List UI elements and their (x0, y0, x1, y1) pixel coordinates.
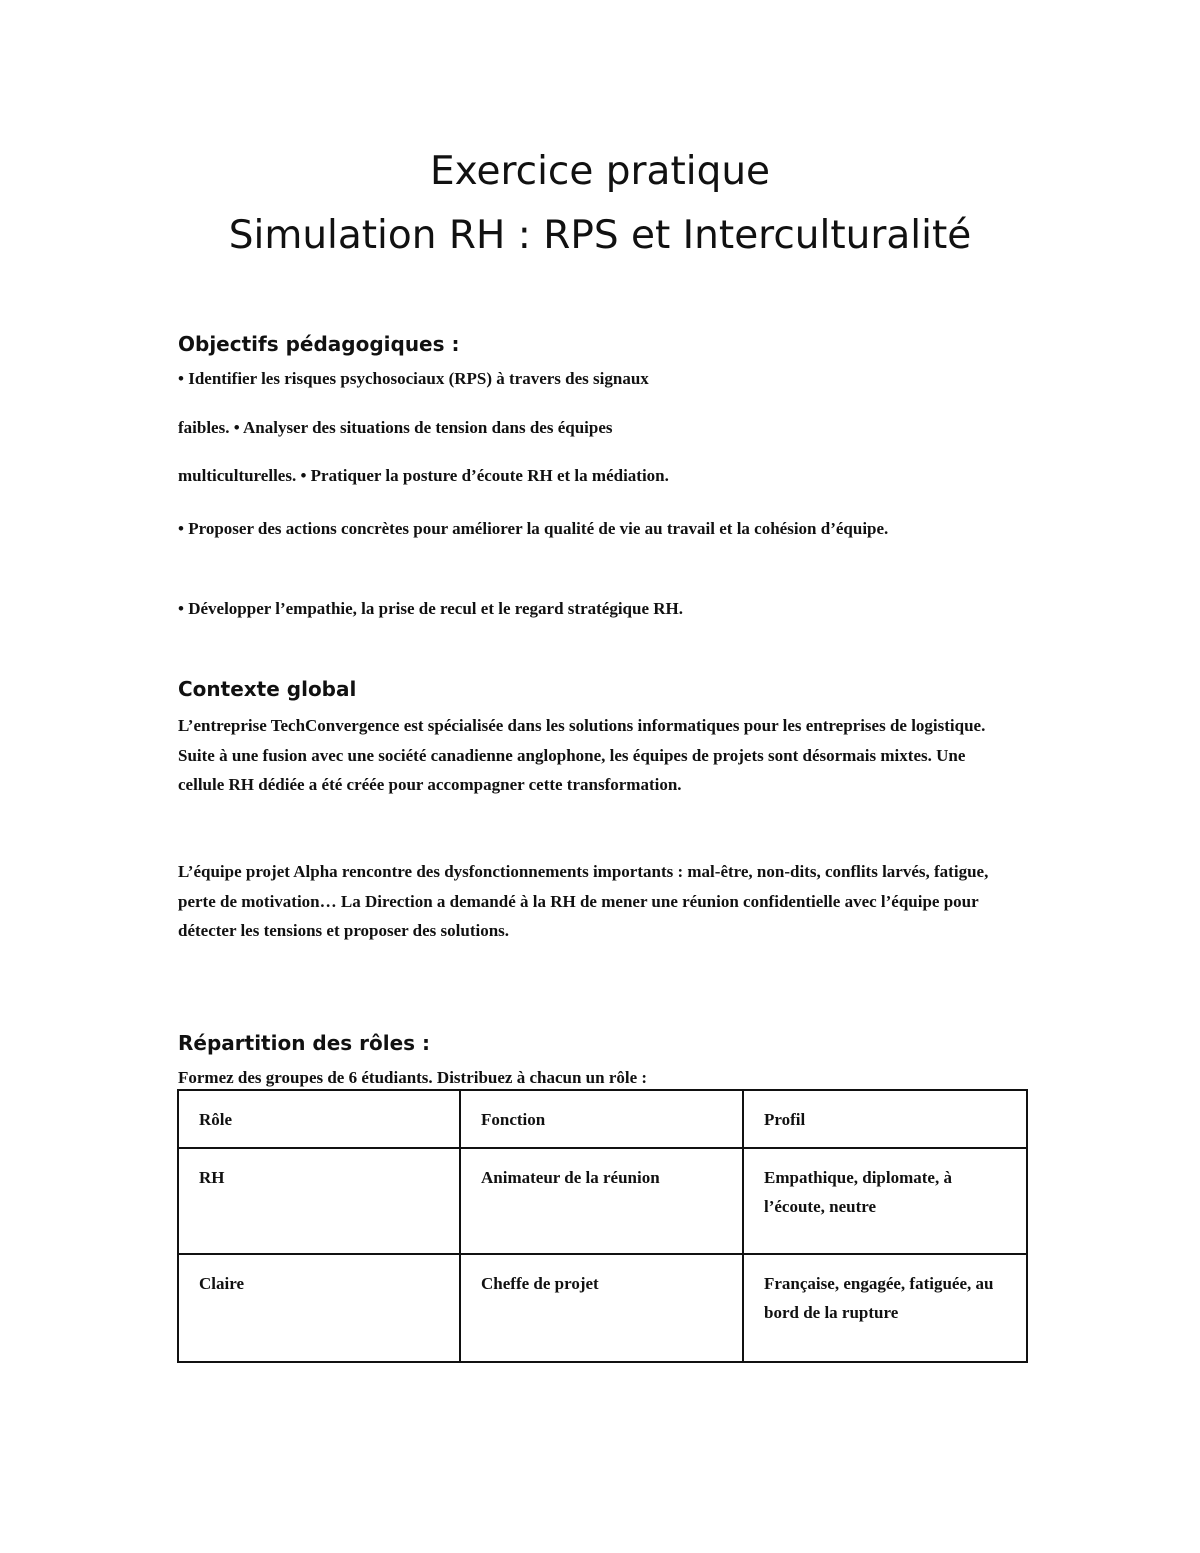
objectifs-heading: Objectifs pédagogiques : (178, 332, 460, 356)
roles-intro: Formez des groupes de 6 étudiants. Distribuez à chacun un rôle : (178, 1068, 648, 1087)
table-cell: Française, engagée, fatiguée, au bord de la rupture (743, 1254, 1027, 1362)
objectifs-line-2: faibles. • Analyser des situations de tension dans des équipes (178, 418, 613, 437)
table-cell: RH (178, 1148, 460, 1254)
table-cell: Cheffe de projet (460, 1254, 743, 1362)
table-cell: Claire (178, 1254, 460, 1362)
table-header-row (178, 1090, 1027, 1148)
contexte-heading: Contexte global (178, 677, 357, 701)
objectifs-item-4: • Proposer des actions concrètes pour améliorer la qualité de vie au travail et la cohésion d’équipe. (178, 519, 889, 538)
table-header-cell: Rôle (178, 1090, 460, 1148)
roles-heading: Répartition des rôles : (178, 1031, 431, 1055)
contexte-paragraph-1: L’entreprise TechConvergence est spécialisée dans les solutions informatiques pour les entreprises de logistique. Suite à une fusion avec une société canadienne anglophone, les équipes de projets sont désormais mixtes. Une cellule RH dédiée a été créée pour accompagner cette transformation. (178, 716, 986, 794)
table-cell: Empathique, diplomate, à l’écoute, neutre (743, 1148, 1027, 1254)
contexte-paragraph-2: L’équipe projet Alpha rencontre des dysfonctionnements importants : mal-être, non-dits, conflits larvés, fatigue, perte de motivation… La Direction a demandé à la RH de mener une réunion confidentielle avec l’équipe pour détecter les tensions et proposer des solutions. (178, 862, 989, 940)
document-title: Exercice pratique (429, 149, 771, 194)
objectifs-line-3: multiculturelles. • Pratiquer la posture d’écoute RH et la médiation. (178, 466, 669, 485)
table-cell: Animateur de la réunion (460, 1148, 743, 1254)
objectifs-item-5: • Développer l’empathie, la prise de recul et le regard stratégique RH. (178, 599, 683, 618)
roles-table (177, 1089, 1028, 1363)
table-row (178, 1148, 1027, 1254)
objectifs-line-1: • Identifier les risques psychosociaux (RPS) à travers des signaux (178, 369, 649, 388)
table-header-cell: Profil (743, 1090, 1027, 1148)
table-row (178, 1254, 1027, 1362)
table-header-cell: Fonction (460, 1090, 743, 1148)
document-subtitle: Simulation RH : RPS et Interculturalité (228, 213, 972, 258)
